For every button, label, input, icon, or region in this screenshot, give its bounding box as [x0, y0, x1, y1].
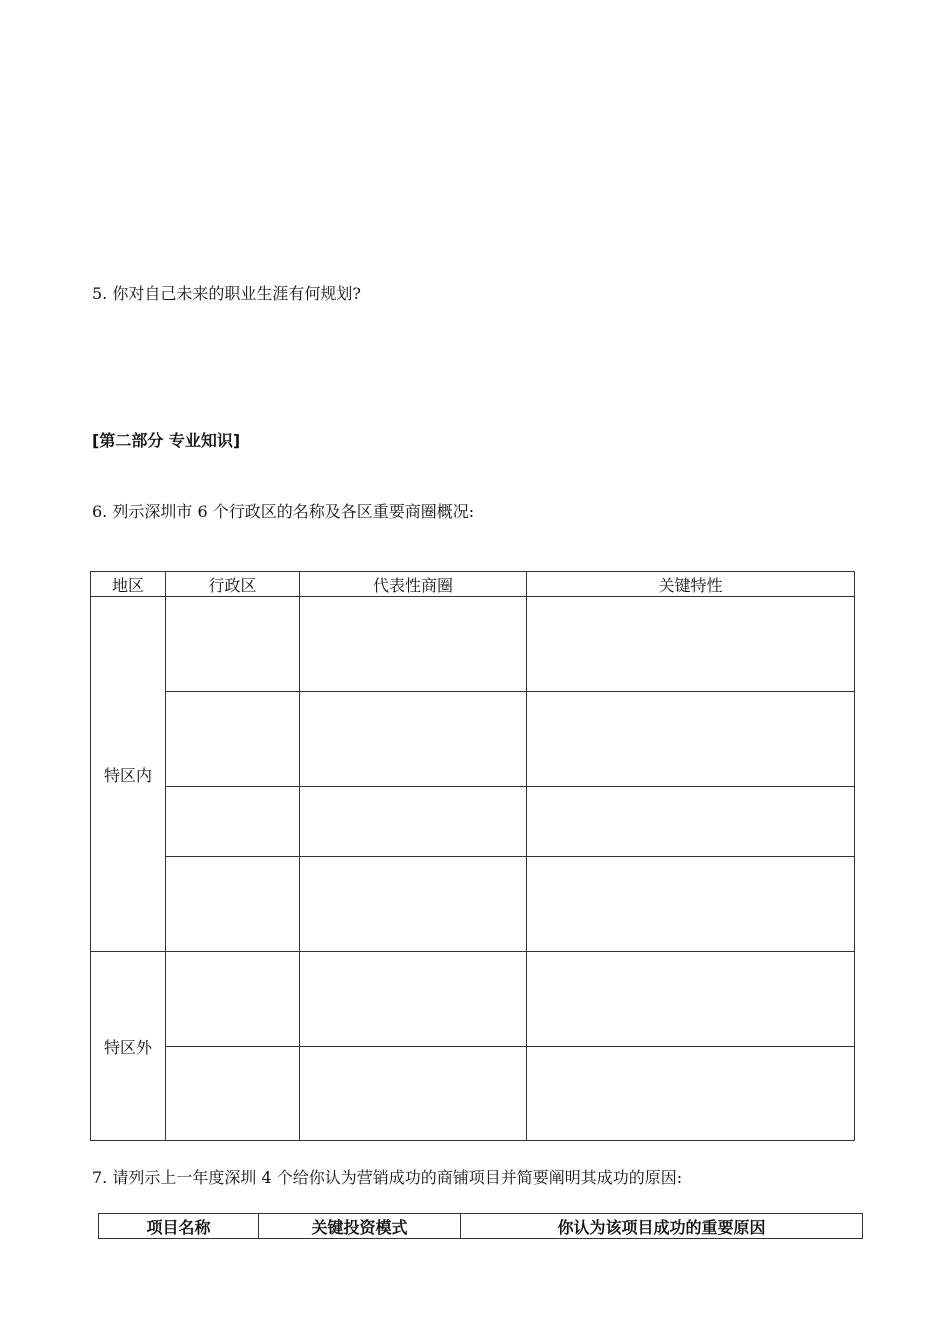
table-cell[interactable]: [166, 787, 300, 857]
table-cell[interactable]: [527, 1047, 855, 1141]
table-row: [91, 952, 855, 1047]
header-region: 地区: [91, 572, 166, 597]
header-success-reason: 你认为该项目成功的重要原因: [461, 1214, 863, 1239]
question-7: 7. 请列示上一年度深圳 4 个给你认为营销成功的商铺项目并简要阐明其成功的原因:: [92, 1168, 683, 1187]
question-5: 5. 你对自己未来的职业生涯有何规划?: [92, 284, 361, 303]
table-cell[interactable]: [300, 1047, 527, 1141]
table-cell[interactable]: [300, 787, 527, 857]
section-title: [第二部分 专业知识]: [92, 431, 241, 450]
table-row: [91, 597, 855, 692]
table-row: [91, 692, 855, 787]
header-district: 行政区: [166, 572, 300, 597]
header-investment-model: 关键投资模式: [259, 1214, 461, 1239]
question-6: 6. 列示深圳市 6 个行政区的名称及各区重要商圈概况:: [92, 502, 475, 521]
region-inside-sez: 特区内: [91, 597, 166, 952]
table-cell[interactable]: [166, 1047, 300, 1141]
table-header-row: [91, 572, 855, 597]
districts-table: [90, 571, 855, 1141]
header-project-name: 项目名称: [99, 1214, 259, 1239]
table-header-row: [99, 1214, 863, 1239]
table-row: [91, 857, 855, 952]
table-cell[interactable]: [166, 692, 300, 787]
table-cell[interactable]: [527, 952, 855, 1047]
table-cell[interactable]: [527, 857, 855, 952]
table-cell[interactable]: [300, 952, 527, 1047]
table-cell[interactable]: [527, 597, 855, 692]
table-cell[interactable]: [300, 857, 527, 952]
table-row: [91, 787, 855, 857]
table-cell[interactable]: [166, 857, 300, 952]
header-key-features: 关键特性: [527, 572, 855, 597]
table-cell[interactable]: [527, 692, 855, 787]
region-outside-sez: 特区外: [91, 952, 166, 1141]
table-cell[interactable]: [527, 787, 855, 857]
table-cell[interactable]: [300, 692, 527, 787]
table-cell[interactable]: [166, 952, 300, 1047]
table-cell[interactable]: [166, 597, 300, 692]
table-cell[interactable]: [300, 597, 527, 692]
projects-table: [98, 1213, 863, 1239]
header-business-circle: 代表性商圈: [300, 572, 527, 597]
table-row: [91, 1047, 855, 1141]
